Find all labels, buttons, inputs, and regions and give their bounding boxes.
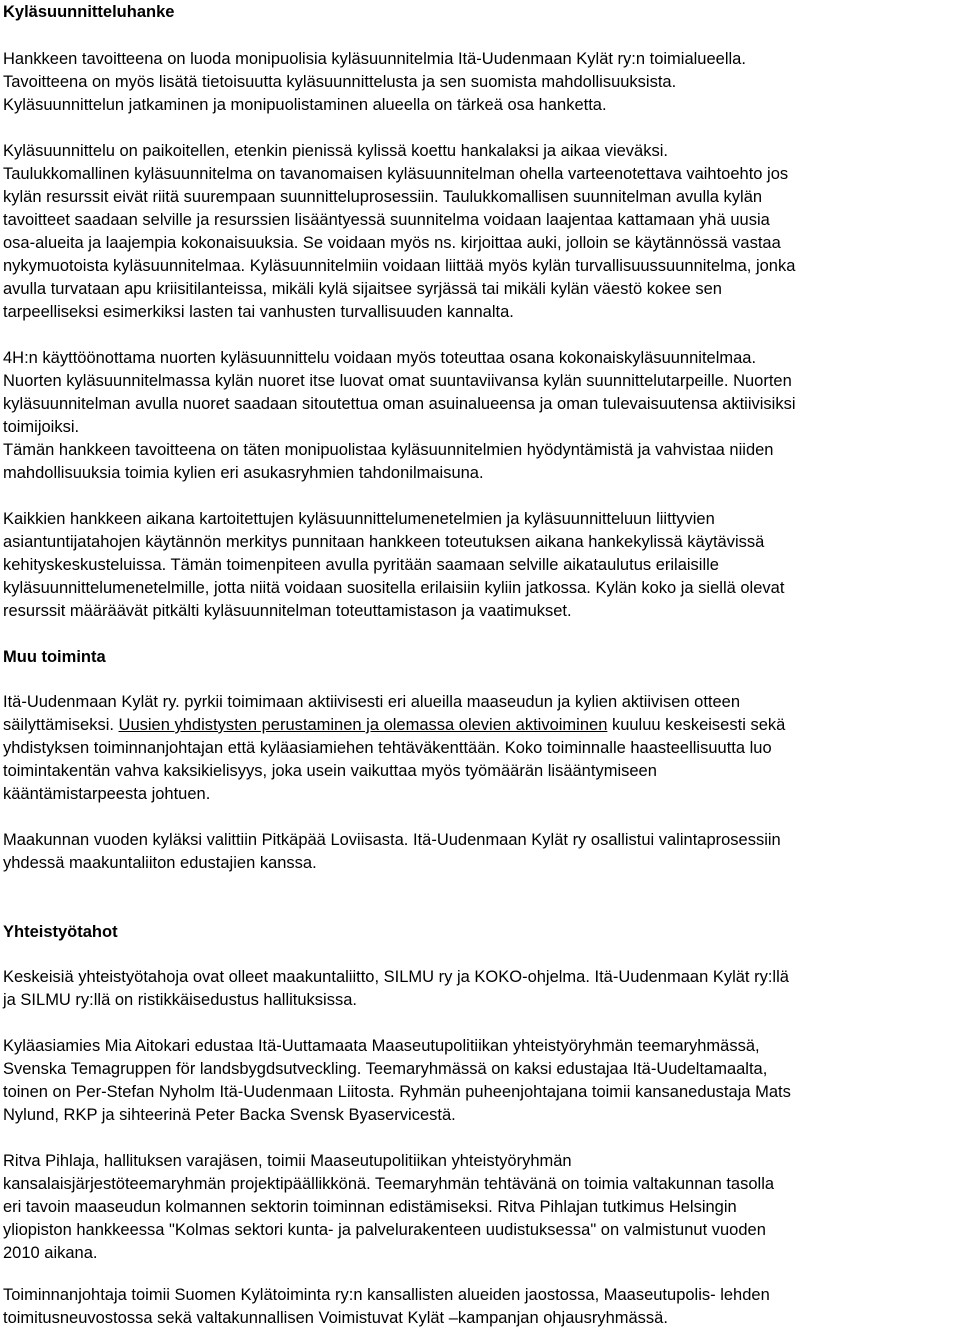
paragraph-line: Tavoitteena on myös lisätä tietoisuutta kyläsuunnittelusta ja sen suomista mahdollisuuksista. xyxy=(3,73,677,91)
paragraph-line: Kyläasiamies Mia Aitokari edustaa Itä-Uuttamaata Maaseutupolitiikan yhteistyöryhmän teemaryhmässä, xyxy=(3,1037,760,1055)
paragraph-line: kyläsuunnitelman avulla nuoret saadaan sitoutettua oman asuinalueensa ja oman tulevaisuutensa aktiivisiksi xyxy=(3,395,796,413)
paragraph-line: kääntämistarpeesta johtuen. xyxy=(3,785,211,803)
paragraph-line: yhdistyksen toiminnanjohtajan että kyläasiamiehen tehtäväkenttään. Koko toiminnalle haasteellisuutta luo xyxy=(3,739,772,757)
paragraph-line: tavoitteet saadaan selville ja resurssien lisääntyessä suunnitelma voidaan laajentaa kattamaan yhä uusia xyxy=(3,211,770,229)
paragraph-line: tarpeelliseksi esimerkiksi lasten tai vanhusten turvallisuuden kannalta. xyxy=(3,303,514,321)
paragraph-line: Ritva Pihlaja, hallituksen varajäsen, toimii Maaseutupolitiikan yhteistyöryhmän xyxy=(3,1152,572,1170)
paragraph-line: toimijoiksi. xyxy=(3,418,80,436)
section-heading-muu-toiminta: Muu toiminta xyxy=(3,648,106,666)
document-title: Kyläsuunnitteluhanke xyxy=(3,3,175,21)
paragraph-line: Kaikkien hankkeen aikana kartoitettujen kyläsuunnittelumenetelmien ja kyläsuunnitteluun liittyvien xyxy=(3,510,715,528)
paragraph-line: resurssit määräävät pitkälti kyläsuunnitelman toteuttamistason ja vaatimukset. xyxy=(3,602,572,620)
paragraph-line: 4H:n käyttöönottama nuorten kyläsuunnittelu voidaan myös toteuttaa osana kokonaiskyläsuunnitelmaa. xyxy=(3,349,757,367)
paragraph-line: nykymuotoista kyläsuunnitelmaa. Kyläsuunnitelmiin voidaan liittää myös kylän turvallisuussuunnitelma, jonka xyxy=(3,257,796,275)
paragraph-line: kyläsuunnittelumenetelmille, jotta niitä voidaan suositella erilaisiin kyliin jatkossa. Kylän koko ja siellä olevat xyxy=(3,579,785,597)
paragraph-line: ja SILMU ry:llä on ristikkäisedustus hallituksissa. xyxy=(3,991,357,1009)
paragraph-line: yliopiston hankkeessa "Kolmas sektori kunta- ja palvelurakenteen uudistuksessa" on valmistunut vuoden xyxy=(3,1221,766,1239)
paragraph-line: mahdollisuuksia toimia kylien eri asukasryhmien tahdonilmaisuna. xyxy=(3,464,484,482)
underlined-phrase: Uusien yhdistysten perustaminen ja olemassa olevien aktivoiminen xyxy=(118,716,608,734)
paragraph-line: Nuorten kyläsuunnitelmassa kylän nuoret itse luovat omat suuntaviivansa kylän suunnittelutarpeille. Nuorten xyxy=(3,372,792,390)
paragraph-line: yhdessä maakuntaliiton edustajien kanssa. xyxy=(3,854,317,872)
paragraph-line: kylän resurssit eivät riitä suurempaan suunnitteluprosessiin. Taulukkomallisen suunnitelman avulla kylän xyxy=(3,188,763,206)
paragraph-line: toimitusneuvostossa sekä valtakunnallisen Voimistuvat Kylät –kampanjan ohjausryhmässä. xyxy=(3,1309,668,1327)
paragraph-line: Kyläsuunnittelu on paikoitellen, etenkin pienissä kylissä koettu hankalaksi ja aikaa vieväksi. xyxy=(3,142,668,160)
paragraph-line: Tämän hankkeen tavoitteena on täten monipuolistaa kyläsuunnitelmien hyödyntämistä ja vahvistaa niiden xyxy=(3,441,774,459)
paragraph-line: 2010 aikana. xyxy=(3,1244,98,1262)
paragraph-line: kansalaisjärjestöteemaryhmän projektipäällikkönä. Teemaryhmän tehtävänä on toimia valtakunnan tasolla xyxy=(3,1175,775,1193)
paragraph-line: Kyläsuunnittelun jatkaminen ja monipuolistaminen alueella on tärkeä osa hanketta. xyxy=(3,96,607,114)
paragraph-line: toinen on Per-Stefan Nyholm Itä-Uudenmaan Liitosta. Ryhmän puheenjohtajana toimii kansanedustaja Mats xyxy=(3,1083,791,1101)
paragraph-line: asiantuntijatahojen käytännön merkitys punnitaan hankkeen toteutuksen aikana hankekylissä käytävissä xyxy=(3,533,765,551)
paragraph-text: kuuluu keskeisesti sekä xyxy=(607,716,786,734)
paragraph-line: kehityskeskusteluissa. Tämän toimenpiteen avulla pyritään saamaan selville aikataulutus erilaisille xyxy=(3,556,719,574)
paragraph-line: Itä-Uudenmaan Kylät ry. pyrkii toimimaan aktiivisesti eri alueilla maaseudun ja kylien aktiivisen otteen xyxy=(3,693,741,711)
paragraph-line: Maakunnan vuoden kyläksi valittiin Pitkäpää Loviisasta. Itä-Uudenmaan Kylät ry osallistui valintaprosessiin xyxy=(3,831,781,849)
paragraph-line: Hankkeen tavoitteena on luoda monipuolisia kyläsuunnitelmia Itä-Uudenmaan Kylät ry:n toimialueella. xyxy=(3,50,746,68)
section-heading-yhteistyotahot: Yhteistyötahot xyxy=(3,923,118,941)
paragraph-text: säilyttämiseksi. xyxy=(3,716,119,734)
paragraph-line: Taulukkomallinen kyläsuunnitelma on tavanomaisen kyläsuunnitelman ohella varteenotettava vaihtoehto jos xyxy=(3,165,789,183)
paragraph-line: Svenska Temagruppen för landsbygdsutveckling. Teemaryhmässä on kaksi edustajaa Itä-Uudeltamaalta, xyxy=(3,1060,768,1078)
paragraph-line: osa-alueita ja laajempia kokonaisuuksia. Se voidaan myös ns. kirjoittaa auki, jolloin se käytännössä vastaa xyxy=(3,234,781,252)
paragraph-line: Nylund, RKP ja sihteerinä Peter Backa Svensk Byaservicestä. xyxy=(3,1106,456,1124)
paragraph-line-with-underline xyxy=(3,714,785,736)
paragraph-line: avulla turvataan apu kriisitilanteissa, mikäli kylä sijaitsee syrjässä tai mikäli kylän väestö kokee sen xyxy=(3,280,722,298)
paragraph-line: Toiminnanjohtaja toimii Suomen Kylätoiminta ry:n kansallisten alueiden jaostossa, Maaseutupolis- lehden xyxy=(3,1286,770,1304)
paragraph-line: Keskeisiä yhteistyötahoja ovat olleet maakuntaliitto, SILMU ry ja KOKO-ohjelma. Itä-Uudenmaan Kylät ry:llä xyxy=(3,968,789,986)
paragraph-line: toimintakentän vahva kaksikielisyys, joka usein vaikuttaa myös työmäärän lisääntymiseen xyxy=(3,762,657,780)
paragraph-line: eri tavoin maaseudun kolmannen sektorin toiminnan edistämiseksi. Ritva Pihlajan tutkimus Helsingin xyxy=(3,1198,737,1216)
